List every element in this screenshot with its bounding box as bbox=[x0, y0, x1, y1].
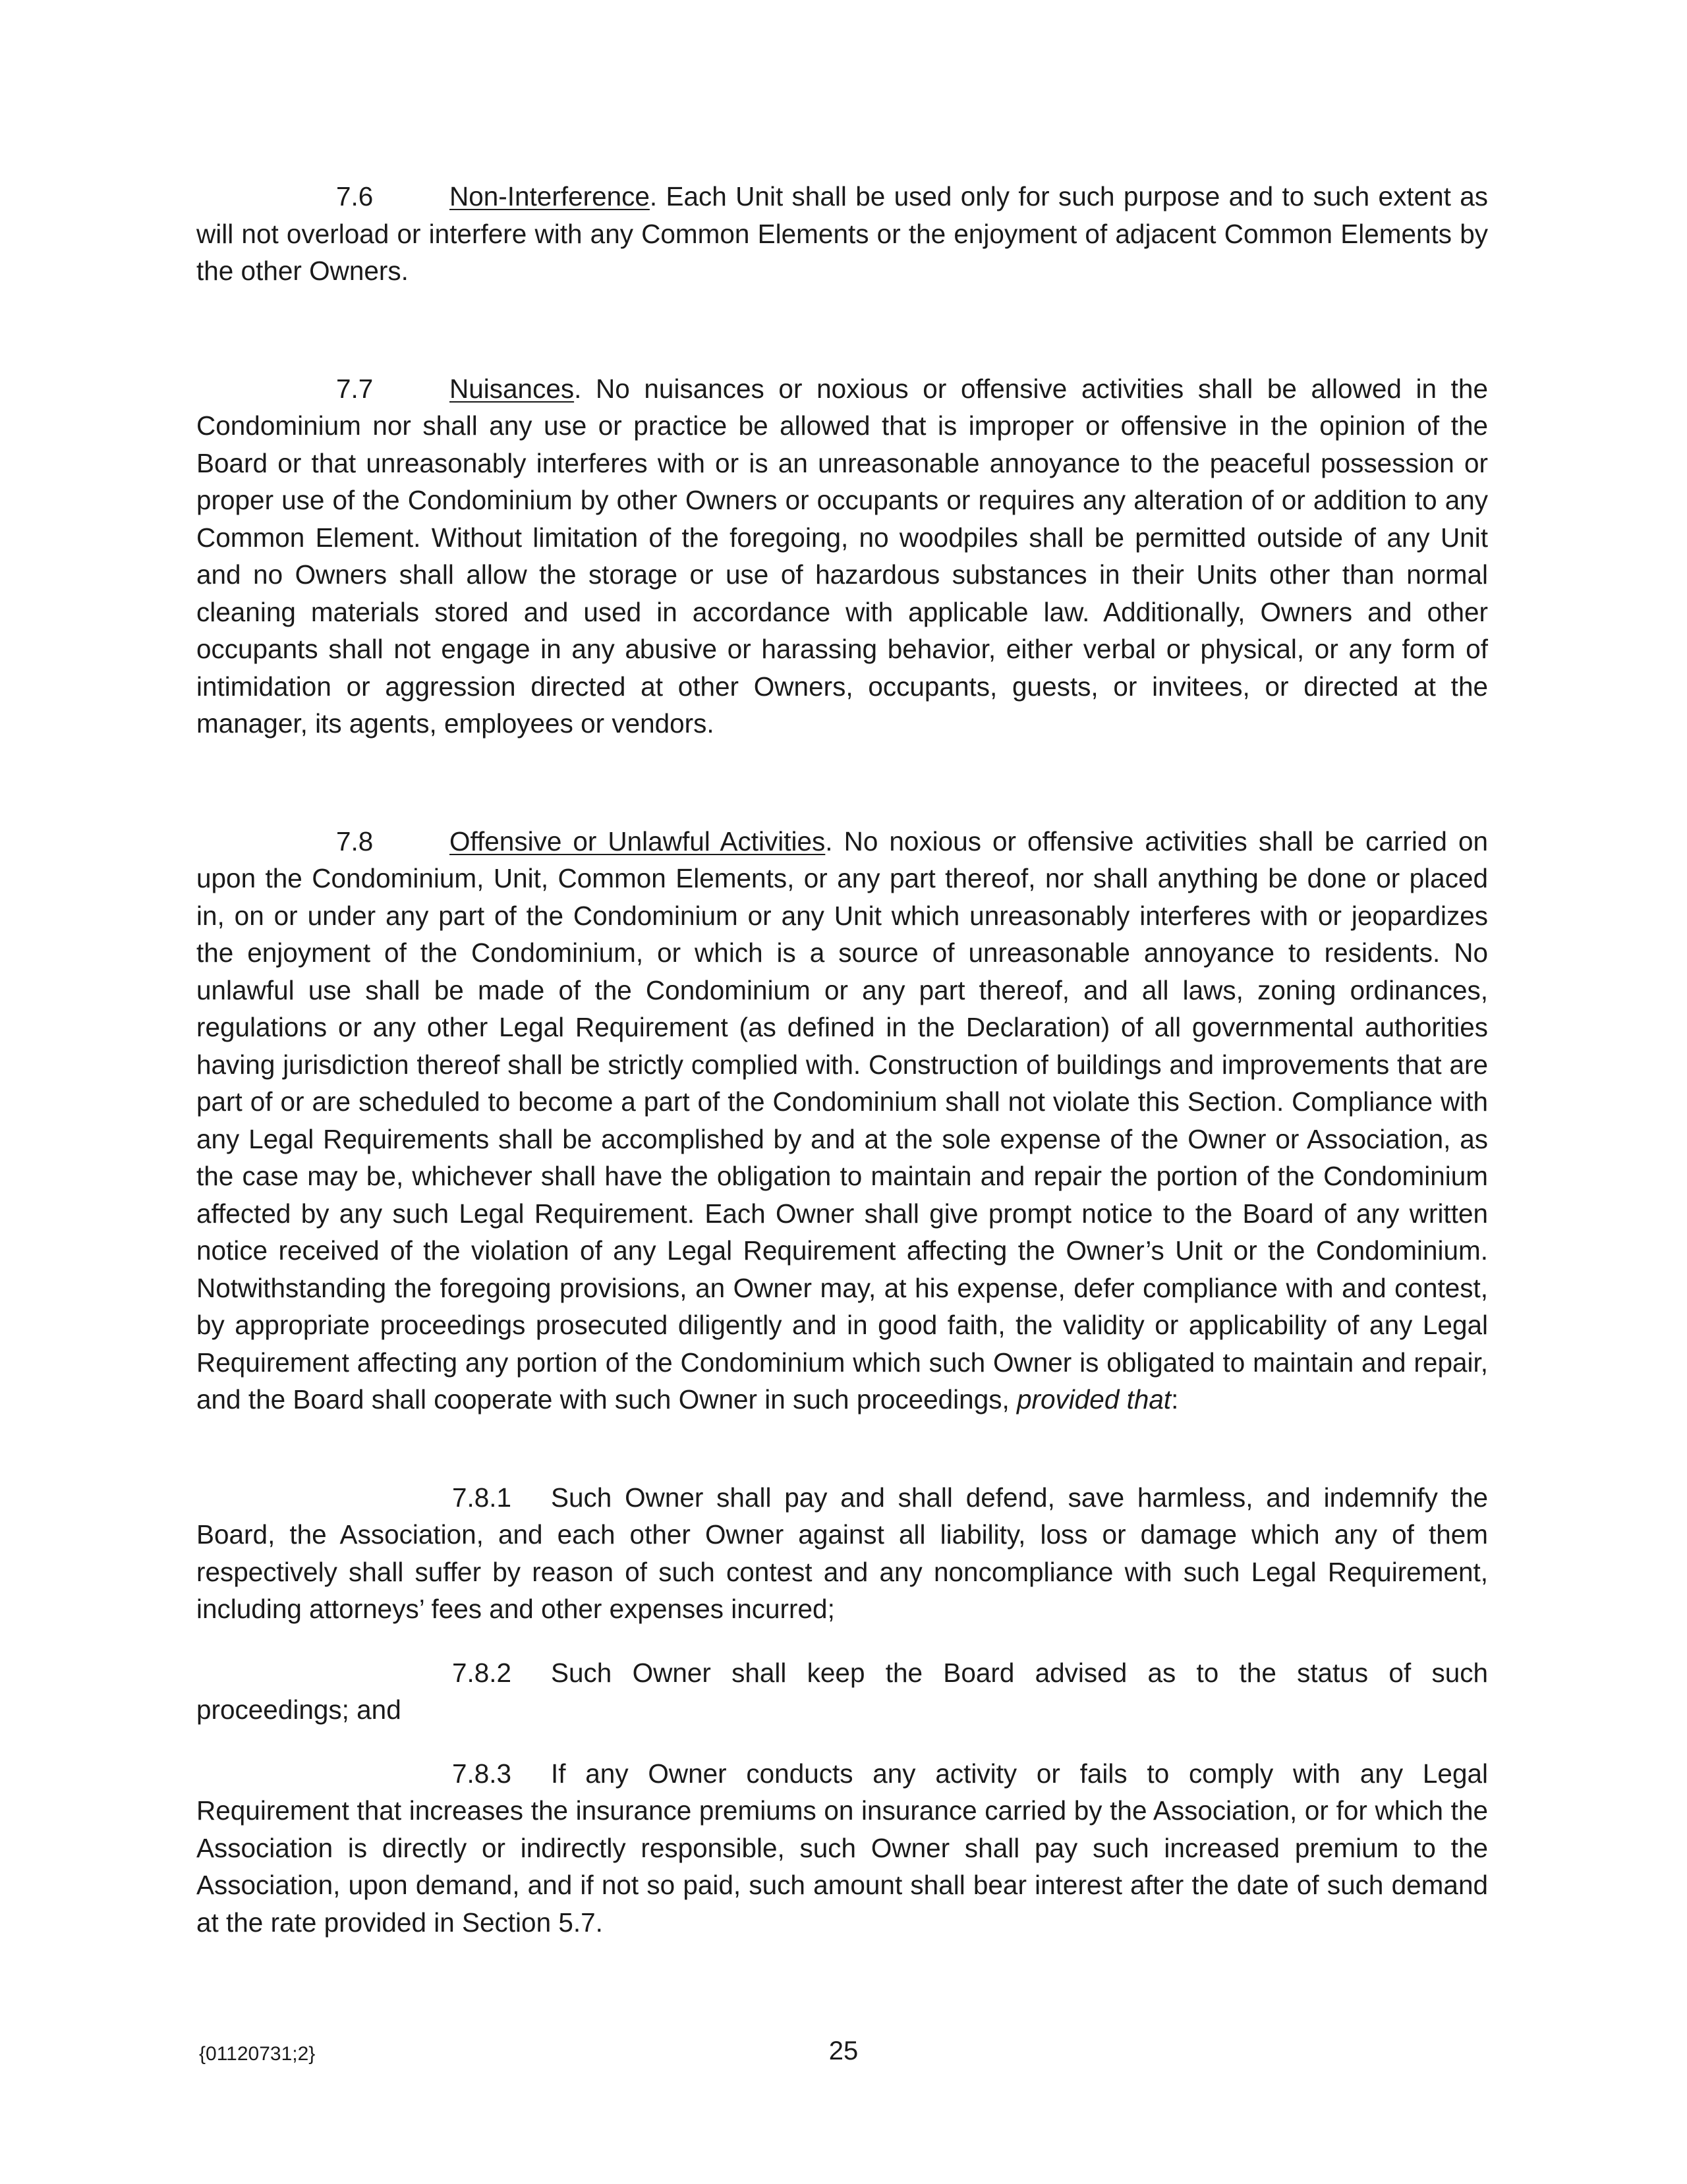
subsection-7-8-3 bbox=[196, 1755, 1488, 1942]
subsection-text: Such Owner shall keep the Board advised as to the status of such proceedings; and bbox=[196, 1657, 1488, 1725]
section-title: Non-Interference bbox=[449, 181, 650, 211]
section-number: 7.8 bbox=[336, 826, 374, 856]
section-7-8 bbox=[196, 823, 1488, 1418]
subsection-number: 7.8.3 bbox=[452, 1758, 512, 1789]
section-title: Nuisances bbox=[449, 373, 575, 404]
section-text: . No nuisances or noxious or offensive activities shall be allowed in the Condominium nor shall any use or practice be allowed that is improper or offensive in the opinion of the Board or that unreasonably interferes with or is an unreasonable annoyance to the peaceful possession or proper use of the Condominium by other Owners or occupants or requires any alteration of or addition to any Common Element. Without limitation of the foregoing, no woodpiles shall be permitted outside of any Unit and no Owners shall allow the storage or use of hazardous substances in their Units other than normal cleaning materials stored and used in accordance with applicable law. Additionally, Owners and other occupants shall not engage in any abusive or harassing behavior, either verbal or physical, or any form of intimidation or aggression directed at other Owners, occupants, guests, or invitees, or directed at the manager, its agents, employees or vendors. bbox=[196, 373, 1488, 739]
subsection-text: Such Owner shall pay and shall defend, save harmless, and indemnify the Board, the Association, and each other Owner against all liability, loss or damage which any of them respectively shall suffer by reason of such contest and any noncompliance with such Legal Requirement, including attorneys’ fees and other expenses incurred; bbox=[196, 1482, 1488, 1624]
section-number: 7.7 bbox=[336, 373, 374, 404]
subsection-7-8-2 bbox=[196, 1654, 1488, 1729]
document-id: {01120731;2} bbox=[199, 2043, 316, 2065]
page-number: 25 bbox=[828, 2036, 859, 2065]
subsection-text: If any Owner conducts any activity or fails to comply with any Legal Requirement that increases the insurance premiums on insurance carried by the Association, or for which the Association is directly or indirectly responsible, such Owner shall pay such increased premium to the Association, upon demand, and if not so paid, such amount shall bear interest after the date of such demand at the rate provided in Section 5.7. bbox=[196, 1758, 1488, 1938]
section-title: Offensive or Unlawful Activities bbox=[449, 826, 826, 856]
proviso-text: provided that bbox=[1016, 1384, 1172, 1414]
section-number: 7.6 bbox=[336, 181, 374, 211]
proviso-colon: : bbox=[1171, 1384, 1179, 1414]
subsection-7-8-1 bbox=[196, 1479, 1488, 1628]
section-7-7 bbox=[196, 370, 1488, 742]
subsection-number: 7.8.1 bbox=[452, 1482, 512, 1513]
section-7-6 bbox=[196, 178, 1488, 290]
subsection-number: 7.8.2 bbox=[452, 1657, 512, 1688]
section-text: . No noxious or offensive activities shall be carried on upon the Condominium, Unit, Common Elements, or any part thereof, nor shall anything be done or placed in, on or under any part of the Condominium or any Unit which unreasonably interferes with or jeopardizes the enjoyment of the Condominium, or which is a source of unreasonable annoyance to residents. No unlawful use shall be made of the Condominium or any part thereof, and all laws, zoning ordinances, regulations or any other Legal Requirement (as defined in the Declaration) of all governmental authorities having jurisdiction thereof shall be strictly complied with. Construction of buildings and improvements that are part of or are scheduled to become a part of the Condominium shall not violate this Section. Compliance with any Legal Requirements shall be accomplished by and at the sole expense of the Owner or Association, as the case may be, whichever shall have the obligation to maintain and repair the portion of the Condominium affected by any such Legal Requirement. Each Owner shall give prompt notice to the Board of any written notice received of the violation of any Legal Requirement affecting the Owner’s Unit or the Condominium. Notwithstanding the foregoing provisions, an Owner may, at his expense, defer compliance with and contest, by appropriate proceedings prosecuted diligently and in good faith, the validity or applicability of any Legal Requirement affecting any portion of the Condominium which such Owner is obligated to maintain and repair, and the Board shall cooperate with such Owner in such proceedings, bbox=[196, 826, 1488, 1414]
document-body bbox=[196, 178, 1488, 1941]
section-text: . Each Unit shall be used only for such purpose and to such extent as will not overload or interfere with any Common Elements or the enjoyment of adjacent Common Elements by the other Owners. bbox=[196, 181, 1488, 286]
